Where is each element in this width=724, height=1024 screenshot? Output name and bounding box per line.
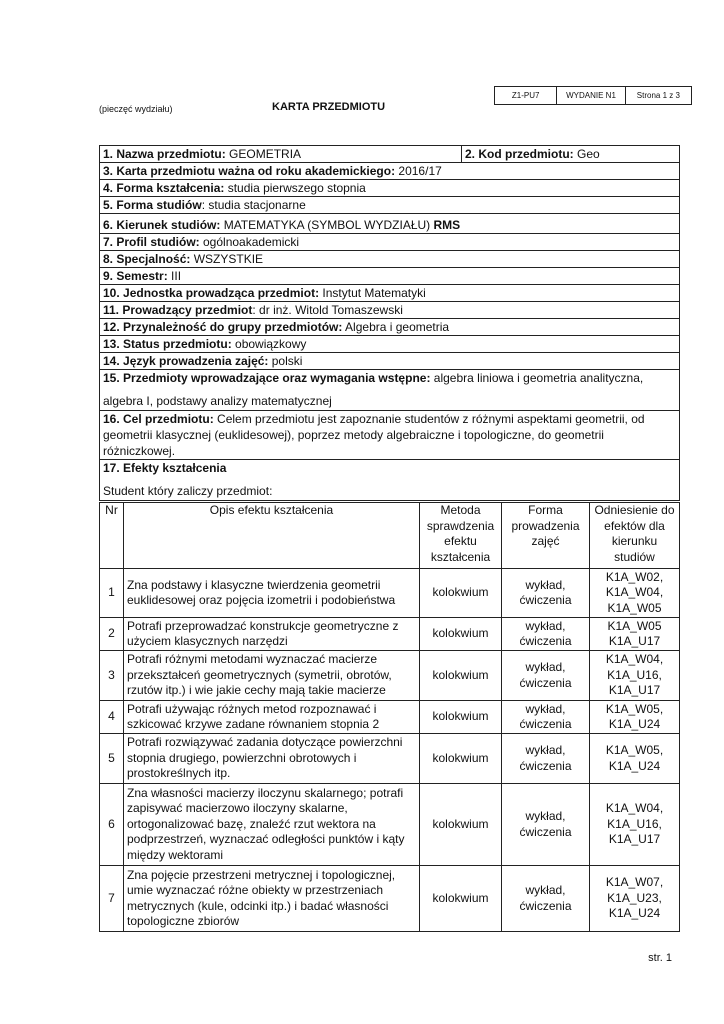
label: 4. Forma kształcenia: bbox=[103, 181, 225, 195]
label: 15. Przedmioty wprowadzające oraz wymagania wstępne: bbox=[103, 371, 431, 385]
value: Algebra i geometria bbox=[342, 320, 450, 334]
value: MATEMATYKA (SYMBOL WYDZIAŁU) bbox=[220, 218, 434, 232]
row-description: Zna pojęcie przestrzeni metrycznej i topologicznej, umie wyznaczać różne obiekty w przestrzeniach metrycznych (kule, odcinki itp.) i badać własności topologiczne zbiorów bbox=[124, 866, 420, 932]
row-description: Potrafi rozwiązywać zadania dotyczące powierzchni stopnia drugiego, powierzchni obrotowych i prostokreślnych itp. bbox=[124, 734, 420, 784]
row-nr: 5 bbox=[100, 734, 124, 784]
row-lecturer bbox=[100, 302, 680, 319]
faculty-stamp-label: (pieczęć wydziału) bbox=[99, 104, 173, 114]
value: polski bbox=[268, 354, 303, 368]
row-description: Potrafi używając różnych metod rozpoznawać i szkicować krzywe zadane równaniem stopnia 2 bbox=[124, 701, 420, 734]
row-form: wykład, ćwiczenia bbox=[502, 734, 590, 784]
value: III bbox=[167, 269, 182, 283]
row-status bbox=[100, 336, 680, 353]
row-reference: K1A_W04, K1A_U16, K1A_U17 bbox=[590, 784, 680, 866]
row-nr: 4 bbox=[100, 701, 124, 734]
table-row bbox=[100, 701, 680, 734]
row-reference: K1A_W02, K1A_W04, K1A_W05 bbox=[590, 569, 680, 618]
value: WSZYSTKIE bbox=[190, 252, 264, 266]
row-nr: 1 bbox=[100, 569, 124, 618]
label: 2. Kod przedmiotu: bbox=[465, 147, 574, 161]
row-reference: K1A_W05 K1A_U17 bbox=[590, 618, 680, 651]
row-valid-year bbox=[100, 163, 680, 180]
row-nr: 2 bbox=[100, 618, 124, 651]
faculty-symbol: RMS bbox=[433, 218, 461, 232]
label: 13. Status przedmiotu: bbox=[103, 337, 232, 351]
row-form: wykład, ćwiczenia bbox=[502, 618, 590, 651]
row-method: kolokwium bbox=[420, 701, 502, 734]
row-specialty bbox=[100, 251, 680, 268]
row-language bbox=[100, 353, 680, 370]
page-of-label: Strona 1 z 3 bbox=[636, 91, 680, 100]
label: 14. Język prowadzenia zajęć: bbox=[103, 354, 269, 368]
value: algebra liniowa i geometria analityczna, bbox=[430, 371, 644, 385]
course-info-table bbox=[99, 145, 680, 501]
row-method: kolokwium bbox=[420, 734, 502, 784]
value: GEOMETRIA bbox=[225, 147, 302, 161]
row-form: wykład, ćwiczenia bbox=[502, 701, 590, 734]
document-title: KARTA PRZEDMIOTU bbox=[272, 101, 386, 113]
row-field-of-study bbox=[100, 214, 680, 234]
value: ogólnoakademicki bbox=[199, 235, 300, 249]
row-description: Zna własności macierzy iloczynu skalarnego; potrafi zapisywać macierzowo iloczyny skalarne, ortogonalizować bazę, znaleźć rzut wektora na podprzestrzeń, wyznaczać odległości punktów i kąty między wektorami bbox=[124, 784, 420, 866]
value: Celem przedmiotu jest zapoznanie studentów z różnymi aspektami geometrii, od geometrii klasycznej (euklidesowej), poprzez metody algebraiczne i topologiczne, do geometrii różniczkowej. bbox=[103, 412, 645, 458]
row-semester bbox=[100, 268, 680, 285]
label: 16. Cel przedmiotu: bbox=[103, 412, 214, 426]
label: 9. Semestr: bbox=[103, 269, 168, 283]
row-course-name bbox=[100, 146, 680, 163]
row-method: kolokwium bbox=[420, 651, 502, 701]
row-method: kolokwium bbox=[420, 866, 502, 932]
header-form: Forma prowadzenia zajęć bbox=[502, 503, 590, 569]
value: Geo bbox=[573, 147, 600, 161]
row-description: Potrafi różnymi metodami wyznaczać macierze przekształceń geometrycznych (symetrii, obrotów, rzutów itp.) i wie jakie cechy mają takie macierze bbox=[124, 651, 420, 701]
row-unit bbox=[100, 285, 680, 302]
row-method: kolokwium bbox=[420, 784, 502, 866]
label: 7. Profil studiów: bbox=[103, 235, 200, 249]
row-reference: K1A_W05, K1A_U24 bbox=[590, 734, 680, 784]
row-method: kolokwium bbox=[420, 569, 502, 618]
label: 17. Efekty kształcenia bbox=[103, 461, 227, 475]
value: Instytut Matematyki bbox=[319, 286, 426, 300]
header-description: Opis efektu kształcenia bbox=[124, 503, 420, 569]
row-nr: 6 bbox=[100, 784, 124, 866]
header-method: Metoda sprawdzenia efektu kształcenia bbox=[420, 503, 502, 569]
row-form: wykład, ćwiczenia bbox=[502, 866, 590, 932]
value: studia pierwszego stopnia bbox=[224, 181, 366, 195]
intro-text: Student który zaliczy przedmiot: bbox=[103, 484, 273, 498]
row-education-form bbox=[100, 180, 680, 197]
row-form: wykład, ćwiczenia bbox=[502, 569, 590, 618]
row-nr: 7 bbox=[100, 866, 124, 932]
learning-outcomes-table bbox=[99, 502, 680, 932]
row-reference: K1A_W07, K1A_U23, K1A_U24 bbox=[590, 866, 680, 932]
table-row bbox=[100, 734, 680, 784]
row-description: Zna podstawy i klasyczne twierdzenia geometrii euklidesowej oraz pojęcia izometrii i podobieństwa bbox=[124, 569, 420, 618]
table-row bbox=[100, 866, 680, 932]
value: : studia stacjonarne bbox=[201, 198, 306, 212]
row-subject-group bbox=[100, 319, 680, 336]
label: 5. Forma studiów bbox=[103, 198, 202, 212]
row-form: wykład, ćwiczenia bbox=[502, 784, 590, 866]
table-row bbox=[100, 618, 680, 651]
row-method: kolokwium bbox=[420, 618, 502, 651]
row-description: Potrafi przeprowadzać konstrukcje geometryczne z użyciem klasycznych narzędzi bbox=[124, 618, 420, 651]
row-form: wykład, ćwiczenia bbox=[502, 651, 590, 701]
header-nr: Nr bbox=[100, 503, 124, 569]
document-code: Z1-PU7 bbox=[495, 87, 557, 104]
row-profile bbox=[100, 234, 680, 251]
row-prerequisites bbox=[100, 370, 680, 411]
edition-label: WYDANIE N1 bbox=[557, 87, 625, 104]
label: 11. Prowadzący przedmiot bbox=[103, 303, 253, 317]
page-number: str. 1 bbox=[648, 952, 672, 964]
row-learning-outcomes bbox=[100, 460, 680, 501]
row-nr: 3 bbox=[100, 651, 124, 701]
row-study-form bbox=[100, 197, 680, 214]
row-course-aim bbox=[100, 411, 680, 460]
table-row bbox=[100, 569, 680, 618]
table-row bbox=[100, 784, 680, 866]
row-reference: K1A_W05, K1A_U24 bbox=[590, 701, 680, 734]
value: 2016/17 bbox=[395, 164, 442, 178]
value: obowiązkowy bbox=[231, 337, 307, 351]
label: 6. Kierunek studiów: bbox=[103, 218, 221, 232]
value-continued: algebra I, podstawy analizy matematycznej bbox=[103, 394, 332, 408]
header-reference: Odniesienie do efektów dla kierunku studiów bbox=[590, 503, 680, 569]
label: 10. Jednostka prowadząca przedmiot: bbox=[103, 286, 320, 300]
label: 12. Przynależność do grupy przedmiotów: bbox=[103, 320, 343, 334]
label: 1. Nazwa przedmiotu: bbox=[103, 147, 226, 161]
value: : dr inż. Witold Tomaszewski bbox=[252, 303, 403, 317]
row-reference: K1A_W04, K1A_U16, K1A_U17 bbox=[590, 651, 680, 701]
label: 3. Karta przedmiotu ważna od roku akademickiego: bbox=[103, 164, 396, 178]
table-header-row bbox=[100, 503, 680, 569]
document-code-box bbox=[494, 86, 692, 105]
label: 8. Specjalność: bbox=[103, 252, 191, 266]
table-row bbox=[100, 651, 680, 701]
